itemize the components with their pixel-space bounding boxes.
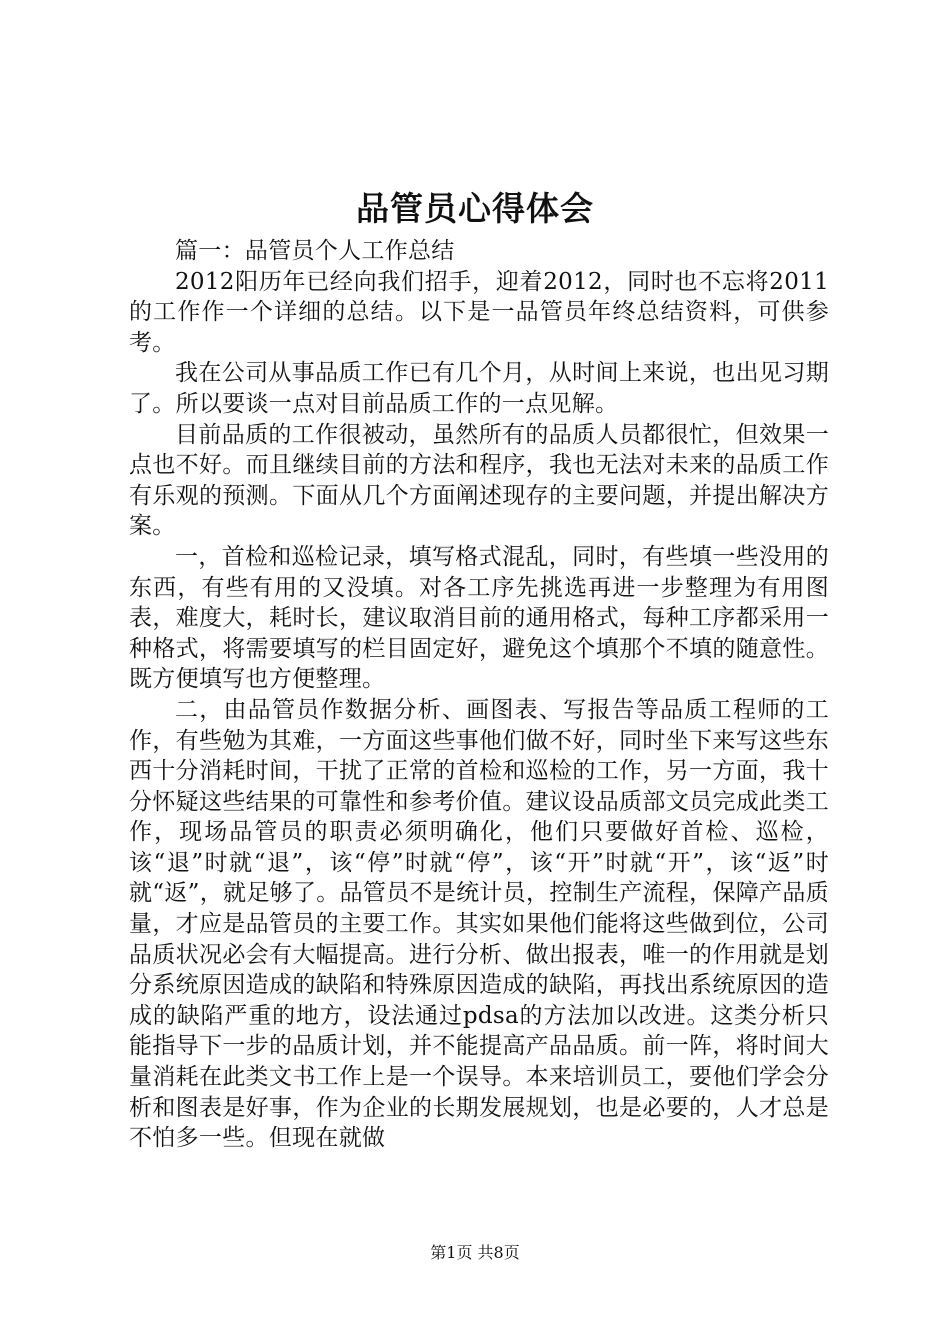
page-number-footer: 第1页 共8页 (430, 1243, 520, 1262)
paragraph-experience: 我在公司从事品质工作已有几个月，从时间上来说，也出见习期了。所以要谈一点对目前品质工作的一点见解。 (129, 360, 829, 417)
paragraph-section-heading: 篇一：品管员个人工作总结 (175, 238, 455, 264)
paragraph-point-two: 二，由品管员作数据分析、画图表、写报告等品质工程师的工作，有些勉为其难，一方面这些事他们做不好，同时坐下来写这些东西十分消耗时间，干扰了正常的首检和巡检的工作，另一方面，我十分怀疑这些结果的可靠性和参考价值。建议设品质部文员完成此类工作，现场品管员的职责必须明确化，他们只要做好首检、巡检，该“退”时就“退”，该“停”时就“停”，该“开”时就“开”，该“返”时就“返”，就足够了。品管员不是统计员，控制生产流程，保障产品质量，才应是品管员的主要工作。其实如果他们能将这些做到位，公司品质状况必会有大幅提高。进行分析、做出报表，唯一的作用就是划分系统原因造成的缺陷和特殊原因造成的缺陷，再找出系统原因的造成的缺陷严重的地方，设法通过pdsa的方法加以改进。这类分析只能指导下一步的品质计划，并不能提高产品品质。前一阵，将时间大量消耗在此类文书工作上是一个误导。本来培训员工，要他们学会分析和图表是好事，作为企业的长期发展规划，也是必要的，人才总是不怕多一些。但现在就做 (129, 696, 829, 1152)
paragraph-point-one: 一，首检和巡检记录，填写格式混乱，同时，有些填一些没用的东西，有些有用的又没填。对各工序先挑选再进一步整理为有用图表，难度大，耗时长，建议取消目前的通用格式，每种工序都采用一种格式，将需要填写的栏目固定好，避免这个填那个不填的随意性。既方便填写也方便整理。 (129, 543, 829, 693)
paragraph-current-status: 目前品质的工作很被动，虽然所有的品质人员都很忙，但效果一点也不好。而且继续目前的方法和程序，我也无法对未来的品质工作有乐观的预测。下面从几个方面阐述现存的主要问题，并提出解决方案。 (129, 421, 829, 540)
paragraph-intro: 2012阳历年已经向我们招手，迎着2012，同时也不忘将2011的工作作一个详细的总结。以下是一品管员年终总结资料，可供参考。 (129, 268, 829, 356)
document-title: 品管员心得体会 (356, 189, 594, 228)
document-body (129, 236, 829, 1154)
